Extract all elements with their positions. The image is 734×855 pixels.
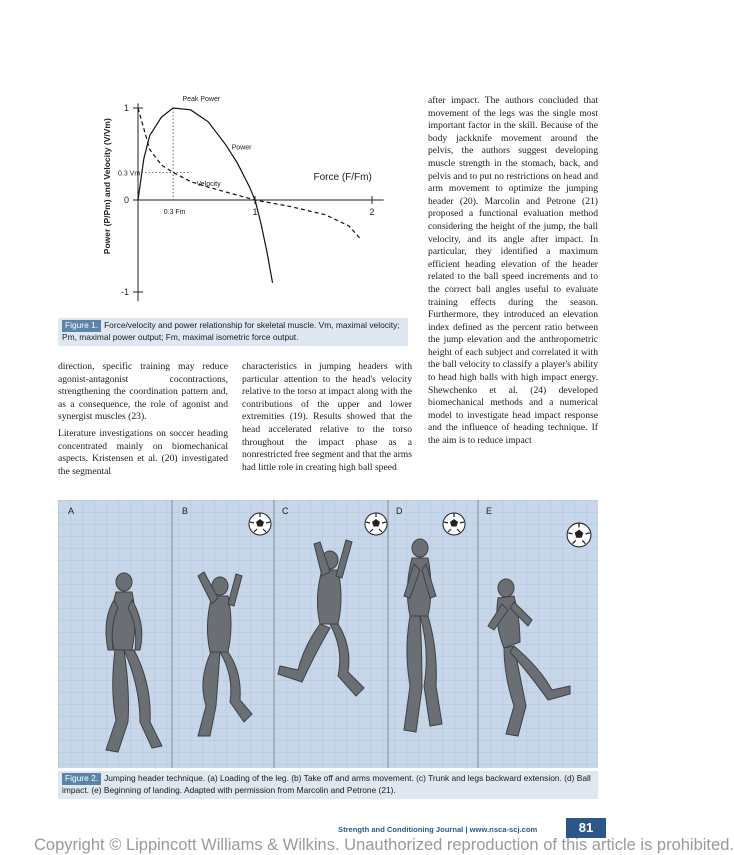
panel-label-c: C: [282, 506, 289, 516]
figure-2-caption-text: Jumping header technique. (a) Loading of the leg. (b) Take off and arms movement. (c) Trunk and legs backward extension. (d) Ball impact. (e) Beginning of landing. Adapted with permission from Marcolin and Petrone (21).: [62, 773, 591, 795]
journal-footer: Strength and Conditioning Journal | www.nsca-scj.com: [338, 825, 538, 834]
column-2: [242, 361, 412, 474]
peak-power-label: Peak Power: [182, 96, 221, 103]
col1-paragraph-1: direction, specific training may reduce agonist-antagonist cocontractions, strengthening the coordination pattern and, as a consequence, the role of agonist and synergist muscles (23).: [58, 361, 228, 423]
figure-1-caption-text: Force/velocity and power relationship for skeletal muscle. Vm, maximal velocity; Pm, maximal power output; Fm, maximal isometric force output.: [62, 320, 400, 342]
x-axis-label: Force (F/Fm): [313, 172, 372, 183]
x-tick-label: 2: [369, 207, 375, 217]
figure-2: [58, 500, 598, 768]
panel-label-a: A: [68, 506, 75, 516]
fm-marker-label: 0.3 Fm: [163, 209, 186, 216]
col3-paragraph-1: after impact. The authors concluded that movement of the legs was the single most important factor in the skill. Because of the body jackknife movement around the pelvis, the authors suggest developing muscle strength in the stomach, back, and pelvis and to put no restrictions on head and arm movement to optimize the jumping header (20). Marcolin and Petrone (21) proposed a functional evaluation method considering the height of the jump, the ball velocity, and its angle after impact. In particular, they identified a maximum efficient heading elevation of the header related to the ball speed increments and to the correct ball angles useful to evaluate training effects during the season. Furthermore, they introduced an elevation index defined as the percent ratio between the jump elevation and the anthropometric height of each subject and correlated it with the ball velocity to classify a player's ability to head high balls with high impact energy. Shewchenko et al. (24) developed biomechanical methods and a numerical model to investigate head impact response and the influence of heading technique. If the aim is to reduce impact: [428, 95, 598, 447]
figure-1: [58, 88, 408, 316]
athlete-figure-a: [58, 500, 598, 768]
figure-1-tag: Figure 1.: [62, 320, 101, 332]
power-label: Power: [231, 144, 252, 152]
force-velocity-chart: [58, 88, 408, 316]
figure-2-caption: [58, 771, 598, 799]
figure-1-caption: [58, 318, 408, 346]
column-3: [428, 95, 598, 448]
panel-label-d: D: [396, 506, 403, 516]
column-1: [58, 361, 228, 478]
velocity-label: Velocity: [196, 181, 221, 189]
col2-paragraph-1: characteristics in jumping headers with particular attention to the head's velocity relative to the torso at impact along with the contributions of the upper and lower extremities (19). Results showed that the head accelerated relative to the torso throughout the impact phase as a nonrestricted free segment and that the arms had little role in creating high ball speed: [242, 361, 412, 473]
y-tick-label: -1: [120, 287, 129, 297]
power-series-line: [138, 108, 273, 283]
panel-label-e: E: [486, 506, 493, 516]
vm-marker-label: 0.3 Vm: [118, 170, 141, 178]
col1-paragraph-2: Literature investigations on soccer heading concentrated mainly on biomechanical aspects. Kristensen et al. (20) investigated the segmental: [58, 427, 228, 477]
page-number: 81: [566, 818, 606, 838]
y-tick-label: 1: [123, 103, 129, 113]
panel-label-b: B: [182, 506, 189, 516]
y-tick-label: 0: [123, 195, 129, 205]
figure-2-tag: Figure 2.: [62, 773, 101, 785]
x-tick-label: 1: [252, 207, 258, 217]
copyright-notice: Copyright © Lippincott Williams & Wilkins. Unauthorized reproduction of this article is prohibited.: [34, 836, 734, 854]
y-axis-label: Power (P/Pm) and Velocity (V/Vm): [102, 118, 112, 255]
